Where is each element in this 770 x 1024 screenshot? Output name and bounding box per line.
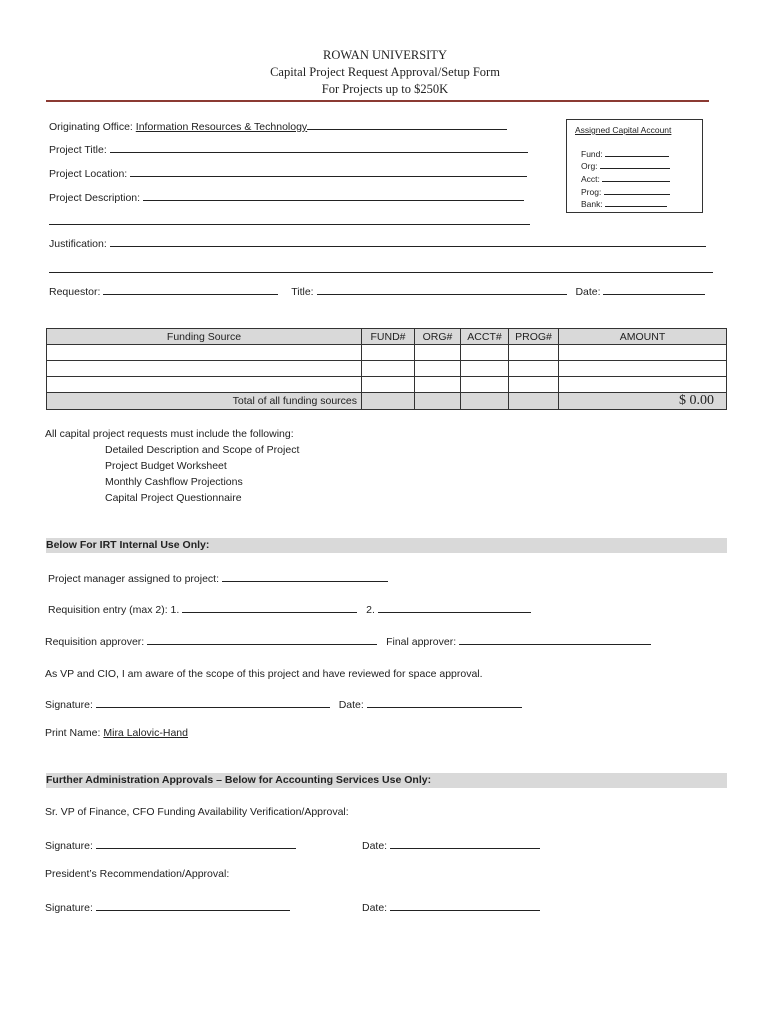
acct-cell[interactable]	[461, 345, 509, 361]
president-date-row	[362, 899, 540, 914]
final-approver-field[interactable]	[459, 633, 651, 645]
acct-field[interactable]	[602, 172, 670, 182]
cfo-approval-label: Sr. VP of Finance, CFO Funding Availability Verification/Approval:	[45, 806, 349, 818]
requisition-entry-label: Requisition entry (max 2): 1.	[48, 604, 180, 616]
justification-label: Justification:	[49, 238, 107, 250]
university-name: ROWAN UNIVERSITY	[323, 48, 447, 62]
cfo-signature-row	[45, 837, 296, 852]
date-label: Date:	[362, 840, 388, 852]
table-row	[47, 377, 727, 393]
print-name-row	[45, 727, 188, 739]
requirement-item: Detailed Description and Scope of Project	[105, 444, 300, 456]
prog-field[interactable]	[604, 185, 670, 195]
project-description-line-2[interactable]	[49, 214, 530, 225]
requirement-item: Capital Project Questionnaire	[105, 492, 242, 504]
requirements-intro: All capital project requests must include the following:	[45, 428, 294, 440]
vp-statement: As VP and CIO, I am aware of the scope of this project and have reviewed for space approval.	[45, 668, 483, 680]
org-field[interactable]	[600, 159, 670, 169]
header-funding-source: Funding Source	[47, 329, 362, 345]
signature-label: Signature:	[45, 840, 93, 852]
amount-cell[interactable]	[559, 377, 727, 393]
accounting-section-heading: Further Administration Approvals – Below for Accounting Services Use Only:	[46, 773, 727, 788]
approver-row	[45, 633, 651, 648]
requisition-entry-1-field[interactable]	[182, 601, 357, 613]
originating-office-label: Originating Office:	[49, 121, 133, 133]
president-signature-row	[45, 899, 290, 914]
org-cell[interactable]	[415, 361, 461, 377]
project-manager-field[interactable]	[222, 570, 388, 582]
print-name-label: Print Name:	[45, 727, 101, 739]
capital-account-acct: Acct:	[581, 172, 670, 184]
acct-cell[interactable]	[461, 361, 509, 377]
prog-cell[interactable]	[509, 361, 559, 377]
date-field[interactable]	[603, 283, 705, 295]
signature-label: Signature:	[45, 699, 93, 711]
signature-label: Signature:	[45, 902, 93, 914]
header-divider	[46, 100, 709, 102]
org-cell[interactable]	[415, 377, 461, 393]
president-approval-label: President’s Recommendation/Approval:	[45, 868, 230, 880]
form-subtitle: For Projects up to $250K	[321, 82, 449, 96]
funding-source-cell[interactable]	[47, 361, 362, 377]
form-title: Capital Project Request Approval/Setup Form	[270, 65, 500, 79]
project-manager-label: Project manager assigned to project:	[48, 573, 220, 585]
vp-date-field[interactable]	[367, 696, 522, 708]
table-row	[47, 345, 727, 361]
table-row	[47, 361, 727, 377]
funding-source-cell[interactable]	[47, 345, 362, 361]
justification-field[interactable]	[110, 235, 706, 247]
capital-account-bank: Bank:	[581, 197, 667, 209]
bank-field[interactable]	[605, 197, 667, 207]
project-description-label: Project Description:	[49, 192, 141, 204]
cfo-signature-field[interactable]	[96, 837, 296, 849]
requestor-field[interactable]	[103, 283, 278, 295]
total-row	[47, 393, 727, 410]
org-cell[interactable]	[415, 345, 461, 361]
justification-row	[49, 235, 706, 250]
project-title-label: Project Title:	[49, 144, 107, 156]
project-location-row	[49, 165, 527, 180]
irt-section-heading: Below For IRT Internal Use Only:	[46, 538, 727, 553]
requestor-label: Requestor:	[49, 286, 101, 298]
prog-cell[interactable]	[509, 377, 559, 393]
fund-field[interactable]	[605, 147, 669, 157]
capital-account-fund: Fund:	[581, 147, 669, 159]
project-location-label: Project Location:	[49, 168, 128, 180]
capital-account-org: Org:	[581, 159, 670, 171]
header-org: ORG#	[415, 329, 461, 345]
cfo-date-field[interactable]	[390, 837, 540, 849]
assigned-capital-account-box	[566, 119, 703, 213]
header-acct: ACCT#	[461, 329, 509, 345]
date-label: Date:	[362, 902, 388, 914]
fund-cell[interactable]	[362, 377, 415, 393]
requirement-item: Project Budget Worksheet	[105, 460, 227, 472]
originating-office-row	[49, 118, 507, 133]
header-prog: PROG#	[509, 329, 559, 345]
amount-cell[interactable]	[559, 345, 727, 361]
originating-office-value[interactable]: Information Resources & Technology	[135, 121, 308, 133]
acct-cell[interactable]	[461, 377, 509, 393]
project-description-field[interactable]	[143, 189, 524, 201]
fund-cell[interactable]	[362, 361, 415, 377]
justification-line-2[interactable]	[49, 262, 713, 273]
project-title-field[interactable]	[110, 141, 528, 153]
requisition-entry-2-field[interactable]	[378, 601, 531, 613]
requisition-approver-label: Requisition approver:	[45, 636, 145, 648]
cfo-date-row	[362, 837, 540, 852]
requisition-approver-field[interactable]	[147, 633, 377, 645]
capital-account-heading: Assigned Capital Account	[575, 125, 672, 135]
originating-office-line	[307, 118, 507, 130]
president-date-field[interactable]	[390, 899, 540, 911]
header-fund: FUND#	[362, 329, 415, 345]
funding-table	[46, 328, 727, 410]
project-title-row	[49, 141, 528, 156]
funding-table-header	[47, 329, 727, 345]
date-label: Date:	[575, 286, 601, 298]
requisition-entry-row	[48, 601, 531, 616]
capital-account-prog: Prog:	[581, 185, 670, 197]
total-label: Total of all funding sources	[47, 393, 362, 410]
fund-cell[interactable]	[362, 345, 415, 361]
final-approver-label: Final approver:	[386, 636, 457, 648]
total-amount: $ 0.00	[559, 393, 727, 410]
title-label: Title:	[291, 286, 314, 298]
president-signature-field[interactable]	[96, 899, 290, 911]
header-amount: AMOUNT	[559, 329, 727, 345]
funding-source-cell[interactable]	[47, 377, 362, 393]
date-label: Date:	[338, 699, 364, 711]
vp-signature-field[interactable]	[96, 696, 330, 708]
prog-cell[interactable]	[509, 345, 559, 361]
title-field[interactable]	[317, 283, 567, 295]
amount-cell[interactable]	[559, 361, 727, 377]
vp-signature-row	[45, 696, 522, 711]
project-description-row	[49, 189, 524, 204]
print-name-value[interactable]: Mira Lalovic-Hand	[103, 727, 188, 739]
requestor-row	[49, 283, 705, 298]
project-location-field[interactable]	[130, 165, 527, 177]
requirement-item: Monthly Cashflow Projections	[105, 476, 243, 488]
project-manager-row	[48, 570, 388, 585]
requisition-entry-2-label: 2.	[366, 604, 375, 616]
